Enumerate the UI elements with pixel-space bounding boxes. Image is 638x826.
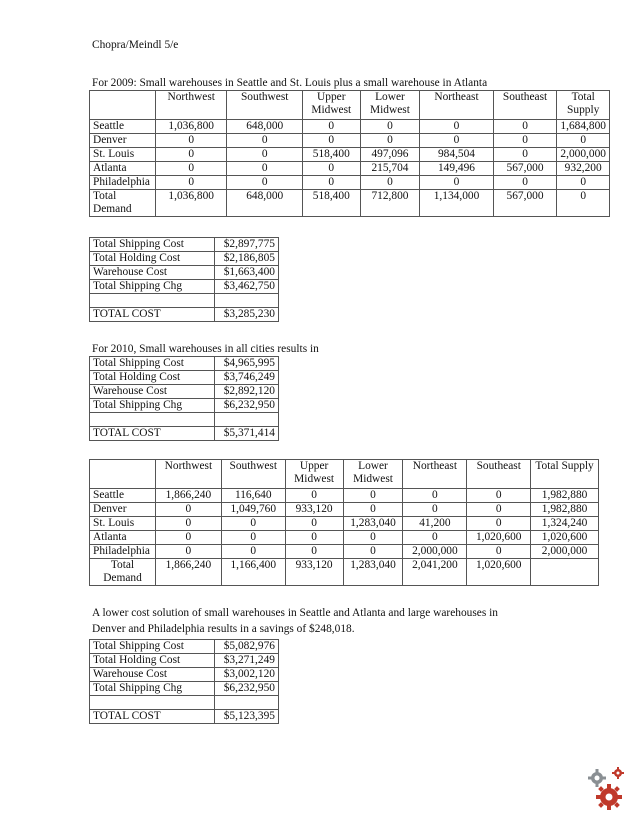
table-cell: 1,324,240 [531,517,599,531]
cost-label: TOTAL COST [90,427,215,441]
table-cell: 0 [155,517,221,531]
cost-row [90,682,279,696]
table-cell: 1,036,800 [155,120,227,134]
section-2010-title: For 2010, Small warehouses in all cities results in [92,343,319,355]
table-cell: 0 [155,134,227,148]
cost-value: $5,371,414 [215,427,279,441]
column-header: Upper Midwest [302,91,360,120]
table-cell: 497,096 [360,148,420,162]
column-header: Southwest [227,91,302,120]
cost-label [90,696,215,710]
cost-label: Total Holding Cost [90,654,215,668]
table-cell: 1,982,880 [531,489,599,503]
table-cell: 0 [155,148,227,162]
table-cell: 1,036,800 [155,190,227,217]
table-cell: 0 [285,545,343,559]
table-row [90,559,599,586]
table-cell: 0 [155,162,227,176]
table-header-row [90,460,599,489]
cost-row [90,357,279,371]
lower-cost-line-2: Denver and Philadelphia results in a savings of $248,018. [92,623,355,635]
row-label: St. Louis [90,517,156,531]
table-cell: 0 [360,176,420,190]
cost-summary-2010 [89,356,279,441]
table-cell: 1,020,600 [467,531,531,545]
cost-value: $6,232,950 [215,399,279,413]
column-header: Northwest [155,91,227,120]
cost-value: $3,271,249 [215,654,279,668]
table-cell: 0 [493,134,557,148]
table-cell: 1,134,000 [420,190,493,217]
cost-value: $6,232,950 [215,682,279,696]
row-label: Seattle [90,489,156,503]
cost-label: Total Holding Cost [90,252,215,266]
table-cell: 0 [155,531,221,545]
row-label: Total Demand [90,559,156,586]
cost-label [90,294,215,308]
table-cell: 0 [360,134,420,148]
column-header: Southwest [221,460,285,489]
table-cell: 1,020,600 [467,559,531,586]
cost-row [90,280,279,294]
cost-label: Total Shipping Chg [90,399,215,413]
table-row [90,489,599,503]
table-cell: 2,000,000 [531,545,599,559]
table-cell: 0 [343,489,403,503]
table-cell: 0 [227,176,302,190]
row-label: Seattle [90,120,156,134]
table-cell: 0 [227,148,302,162]
cost-label: Warehouse Cost [90,668,215,682]
table-cell: 1,166,400 [221,559,285,586]
cost-value: $2,186,805 [215,252,279,266]
table-cell: 518,400 [302,148,360,162]
table-cell: 149,496 [420,162,493,176]
table-cell: 0 [403,489,467,503]
table-cell: 567,000 [493,162,557,176]
cost-value [215,413,279,427]
table-cell: 0 [302,162,360,176]
table-cell: 0 [155,545,221,559]
cost-row [90,654,279,668]
column-header: Northwest [155,460,221,489]
table-cell: 0 [403,503,467,517]
cost-label: Total Shipping Cost [90,238,215,252]
table-cell: 0 [403,531,467,545]
cost-row [90,385,279,399]
row-label: Total Demand [90,190,156,217]
table-cell: 0 [557,176,610,190]
table-cell: 1,684,800 [557,120,610,134]
table-cell [531,559,599,586]
column-header: Upper Midwest [285,460,343,489]
table-row [90,190,610,217]
column-header: Total Supply [557,91,610,120]
table-cell: 0 [285,517,343,531]
table-cell: 1,020,600 [531,531,599,545]
cost-value [215,294,279,308]
cost-label: TOTAL COST [90,308,215,322]
table-cell: 0 [467,489,531,503]
table-cell: 1,049,760 [221,503,285,517]
column-header [90,460,156,489]
table-cell: 0 [557,134,610,148]
table-cell: 0 [227,134,302,148]
table-cell: 0 [155,503,221,517]
table-cell: 0 [467,503,531,517]
row-label: Atlanta [90,531,156,545]
table-cell: 0 [467,517,531,531]
table-cell: 1,283,040 [343,559,403,586]
table-cell: 648,000 [227,190,302,217]
cost-value: $5,123,395 [215,710,279,724]
table-header-row [90,91,610,120]
table-cell: 567,000 [493,190,557,217]
table-row [90,162,610,176]
table-cell: 2,000,000 [557,148,610,162]
table-cell: 2,041,200 [403,559,467,586]
cost-row [90,427,279,441]
table-cell: 0 [343,531,403,545]
table-cell: 0 [420,120,493,134]
cost-row [90,308,279,322]
table-row [90,503,599,517]
table-cell: 0 [227,162,302,176]
column-header: Lower Midwest [360,91,420,120]
table-cell: 0 [467,545,531,559]
table-cell: 0 [285,531,343,545]
section-2009-title: For 2009: Small warehouses in Seattle and St. Louis plus a small warehouse in Atlanta [92,77,488,89]
cost-label: TOTAL COST [90,710,215,724]
table-cell: 0 [343,503,403,517]
cost-value: $2,897,775 [215,238,279,252]
cost-value: $4,965,995 [215,357,279,371]
table-cell: 0 [221,517,285,531]
cost-label: Total Shipping Chg [90,682,215,696]
table-cell: 1,283,040 [343,517,403,531]
column-header: Northeast [420,91,493,120]
cost-value: $1,663,400 [215,266,279,280]
column-header: Lower Midwest [343,460,403,489]
cost-value: $3,285,230 [215,308,279,322]
cost-row [90,252,279,266]
column-header: Northeast [403,460,467,489]
cost-value: $3,746,249 [215,371,279,385]
table-cell: 0 [557,190,610,217]
cost-row [90,413,279,427]
row-label: Atlanta [90,162,156,176]
column-header: Southeast [493,91,557,120]
table-cell: 0 [302,120,360,134]
cost-value [215,696,279,710]
cost-label: Total Shipping Cost [90,640,215,654]
table-cell: 932,200 [557,162,610,176]
table-cell: 648,000 [227,120,302,134]
table-row [90,120,610,134]
row-label: Denver [90,503,156,517]
cost-row [90,710,279,724]
table-cell: 2,000,000 [403,545,467,559]
table-cell: 0 [155,176,227,190]
table-cell: 712,800 [360,190,420,217]
cost-value: $2,892,120 [215,385,279,399]
table-cell: 116,640 [221,489,285,503]
cost-row [90,371,279,385]
column-header [90,91,156,120]
cost-value: $3,002,120 [215,668,279,682]
table-cell: 0 [221,545,285,559]
document-header: Chopra/Meindl 5/e [92,39,179,51]
table-cell: 0 [360,120,420,134]
table-row [90,531,599,545]
table-cell: 41,200 [403,517,467,531]
allocation-table-2010 [89,459,599,586]
column-header: Southeast [467,460,531,489]
table-cell: 0 [285,489,343,503]
table-row [90,545,599,559]
cost-row [90,294,279,308]
cost-summary-lower [89,639,279,724]
cost-value: $3,462,750 [215,280,279,294]
cost-row [90,399,279,413]
table-cell: 0 [302,176,360,190]
gears-icon [585,764,625,814]
cost-row [90,640,279,654]
allocation-table-2009 [89,90,610,217]
table-cell: 1,982,880 [531,503,599,517]
table-cell: 518,400 [302,190,360,217]
cost-label [90,413,215,427]
table-cell: 0 [420,134,493,148]
row-label: Philadelphia [90,176,156,190]
table-cell: 1,866,240 [155,559,221,586]
cost-label: Total Holding Cost [90,371,215,385]
cost-label: Total Shipping Chg [90,280,215,294]
table-cell: 0 [343,545,403,559]
cost-value: $5,082,976 [215,640,279,654]
table-cell: 1,866,240 [155,489,221,503]
table-cell: 0 [420,176,493,190]
table-cell: 215,704 [360,162,420,176]
table-cell: 933,120 [285,503,343,517]
lower-cost-line-1: A lower cost solution of small warehouses in Seattle and Atlanta and large warehouses in [92,607,498,619]
cost-row [90,266,279,280]
table-cell: 0 [493,120,557,134]
column-header: Total Supply [531,460,599,489]
table-cell: 0 [221,531,285,545]
table-row [90,176,610,190]
table-row [90,134,610,148]
table-cell: 933,120 [285,559,343,586]
table-cell: 984,504 [420,148,493,162]
cost-label: Total Shipping Cost [90,357,215,371]
cost-label: Warehouse Cost [90,266,215,280]
cost-row [90,696,279,710]
cost-label: Warehouse Cost [90,385,215,399]
cost-row [90,238,279,252]
cost-row [90,668,279,682]
table-row [90,517,599,531]
table-cell: 0 [493,176,557,190]
cost-summary-2009 [89,237,279,322]
row-label: Denver [90,134,156,148]
row-label: St. Louis [90,148,156,162]
table-cell: 0 [493,148,557,162]
row-label: Philadelphia [90,545,156,559]
table-cell: 0 [302,134,360,148]
table-row [90,148,610,162]
